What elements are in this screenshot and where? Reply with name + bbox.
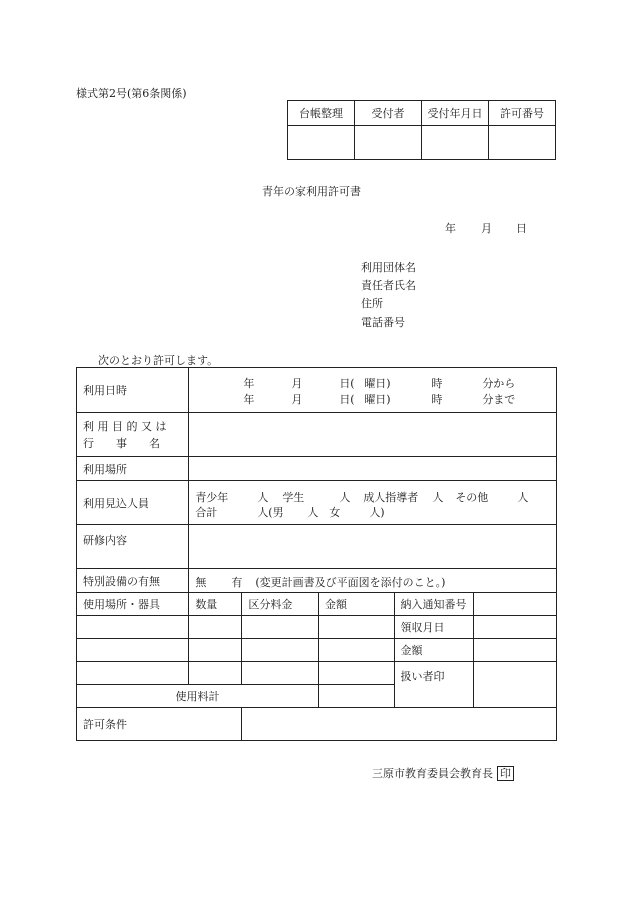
usage-date-label: 利用日時 [77,368,189,413]
usage-date-cell: 年 月 日( 曜日) 時 分から 年 月 日( 曜日) 時 分まで [189,368,557,413]
conditions-label: 許可条件 [77,708,242,741]
date-month: 月 [481,222,492,235]
ledger-cell-permit-number [489,126,556,160]
issuer-name: 三原市教育委員会教育長 [372,767,493,780]
ledger-header-register: 台帳整理 [288,101,355,126]
equipment-header-rate: 区分料金 [242,593,319,616]
place-cell [189,457,557,481]
equipment-yes-option: 有 [231,575,243,589]
place-label: 利用場所 [77,457,189,481]
equipment-header-amount: 金額 [318,593,394,616]
phone-label: 電話番号 [361,316,405,329]
date-day: 日 [516,222,527,235]
equipment-header-quantity: 数量 [189,593,242,616]
notice-number-cell [474,593,557,616]
ledger-header-receiver: 受付者 [355,101,422,126]
receipt-date-label: 領収月日 [394,616,474,639]
purpose-cell [189,413,557,457]
conditions-cell [242,708,557,741]
form-number: 様式第2号(第6条関係) [76,87,187,100]
handler-seal-label: 扱い者印 [394,662,474,708]
training-label: 研修内容 [77,525,189,569]
ledger-cell-receiver [355,126,422,160]
receipt-date-cell [474,616,557,639]
seal-mark: 印 [497,766,514,781]
equipment-flag-cell [189,569,557,593]
ledger-header-permit-number: 許可番号 [489,101,556,126]
document-title: 青年の家利用許可書 [262,185,361,198]
address-label: 住所 [361,297,383,310]
intro-text: 次のとおり許可します。 [98,354,219,367]
ledger-table [287,100,556,160]
purpose-label: 利 用 目 的 又 は 行 事 名 [77,413,189,457]
date-year: 年 [445,222,456,235]
ledger-cell-received-date [422,126,489,160]
payment-amount-cell [474,639,557,662]
handler-seal-cell [474,662,557,708]
training-cell [189,525,557,569]
attendance-label: 利用見込人員 [77,481,189,525]
attendance-cell: 青少年 人 学生 人 成人指導者 人 その他 人 合計 人(男 人 女 人) [189,481,557,525]
ledger-header-received-date: 受付年月日 [422,101,489,126]
usage-fee-total-label: 使用料計 [77,685,319,708]
equipment-none-option: 無 [195,575,207,589]
responsible-label: 責任者氏名 [361,279,416,292]
usage-fee-total-cell [318,685,394,708]
payment-amount-label: 金額 [394,639,474,662]
main-form-table [76,367,557,741]
issuer [372,765,514,781]
notice-number-label: 納入通知番号 [394,593,474,616]
equipment-header-place: 使用場所・器具 [77,593,189,616]
ledger-cell-register [288,126,355,160]
equipment-flag-label: 特別設備の有無 [77,569,189,593]
equipment-note: (変更計画書及び平面図を添付のこと。) [255,575,446,589]
group-name-label: 利用団体名 [361,261,416,274]
